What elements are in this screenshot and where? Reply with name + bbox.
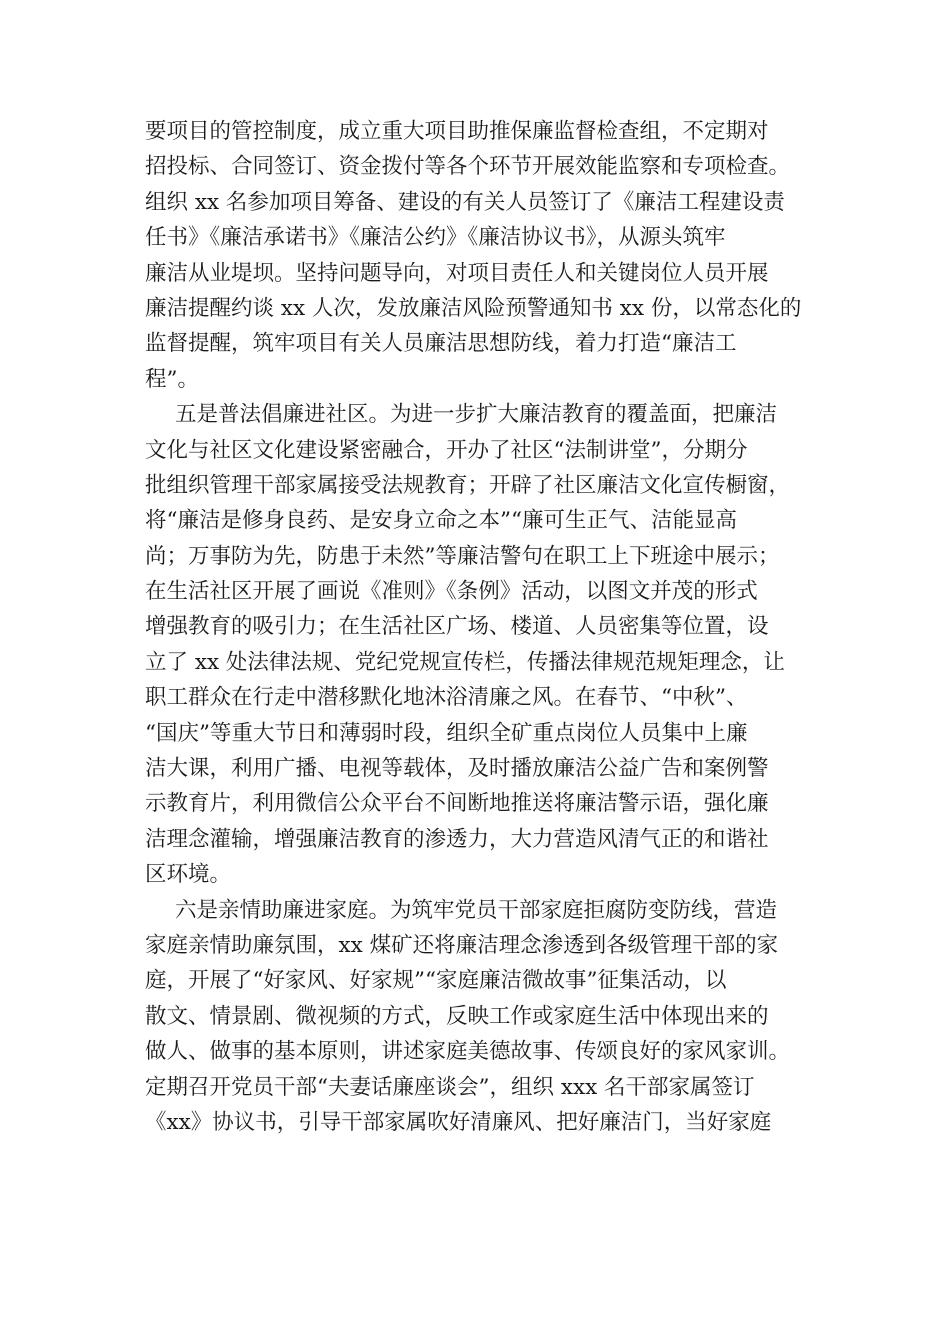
text-line: 廉洁从业堤坝。坚持问题导向，对项目责任人和关键岗位人员开展 <box>145 260 769 286</box>
text-line: 组织 xx 名参加项目筹备、建设的有关人员签订了《廉洁工程建设责 <box>145 189 785 215</box>
text-line: 招投标、合同签订、资金拨付等各个环节开展效能监察和专项检查。 <box>145 154 791 180</box>
text-line: 在生活社区开展了画说《准则》《条例》活动，以图文并茂的形式 <box>145 579 758 605</box>
text-line: 散文、情景剧、微视频的方式，反映工作或家庭生活中体现出来的 <box>145 1003 769 1029</box>
text-line: 家庭亲情助廉氛围，xx 煤矿还将廉洁理念渗透到各级管理干部的家 <box>145 932 779 958</box>
body-text <box>145 114 815 1140</box>
text-line: 洁大课，利用广播、电视等载体，及时播放廉洁公益广告和案例警 <box>145 756 769 782</box>
text-line: 职工群众在行走中潜移默化地沐浴清廉之风。在春节、“中秋”、 <box>145 685 748 711</box>
text-line: 做人、做事的基本原则，讲述家庭美德故事、传颂良好的家风家训。 <box>145 1039 791 1065</box>
text-line: 定期召开党员干部“夫妻话廉座谈会”，组织 xxx 名干部家属签订 <box>145 1074 755 1100</box>
text-line: 洁理念灌输，增强廉洁教育的渗透力，大力营造风清气正的和谐社 <box>145 826 769 852</box>
text-line: 要项目的管控制度，成立重大项目助推保廉监督检查组，不定期对 <box>145 119 769 144</box>
text-line: 廉洁提醒约谈 xx 人次，发放廉洁风险预警通知书 xx 份，以常态化的 <box>145 295 802 321</box>
text-line: “国庆”等重大节日和薄弱时段，组织全矿重点岗位人员集中上廉 <box>145 720 748 746</box>
text-line: 增强教育的吸引力；在生活社区广场、楼道、人员密集等位置，设 <box>145 614 769 640</box>
text-line: 尚；万事防为先，防患于未然”等廉洁警句在职工上下班途中展示； <box>145 543 780 569</box>
text-line: 文化与社区文化建设紧密融合，开办了社区“法制讲堂”，分期分 <box>145 437 748 463</box>
paragraph-start-line: 六是亲情助廉进家庭。为筑牢党员干部家庭拒腐防变防线，营造 <box>175 897 778 923</box>
text-line: 示教育片，利用微信公众平台不间断地推送将廉洁警示语，强化廉 <box>145 791 769 817</box>
text-line: 立了 xx 处法律法规、党纪党规宣传栏，传播法律规范规矩理念，让 <box>145 649 785 675</box>
text-line: 区环境。 <box>145 862 232 888</box>
text-line: 《xx》协议书，引导干部家属吹好清廉风、把好廉洁门，当好家庭 <box>145 1109 772 1135</box>
text-line: 程”。 <box>145 366 199 392</box>
text-line: 监督提醒，筑牢项目有关人员廉洁思想防线，着力打造“廉洁工 <box>145 331 737 357</box>
paragraph-start-line: 五是普法倡廉进社区。为进一步扩大廉洁教育的覆盖面，把廉洁 <box>175 402 778 428</box>
text-line: 批组织管理干部家属接受法规教育；开辟了社区廉洁文化宣传橱窗， <box>145 472 791 498</box>
text-line: 任书》《廉洁承诺书》《廉洁公约》《廉洁协议书》，从源头筑牢 <box>145 225 726 251</box>
text-line: 将“廉洁是修身良药、是安身立命之本”“廉可生正气、洁能显高 <box>145 508 737 534</box>
text-line: 庭，开展了“好家风、好家规”“家庭廉洁微故事”征集活动，以 <box>145 968 727 994</box>
